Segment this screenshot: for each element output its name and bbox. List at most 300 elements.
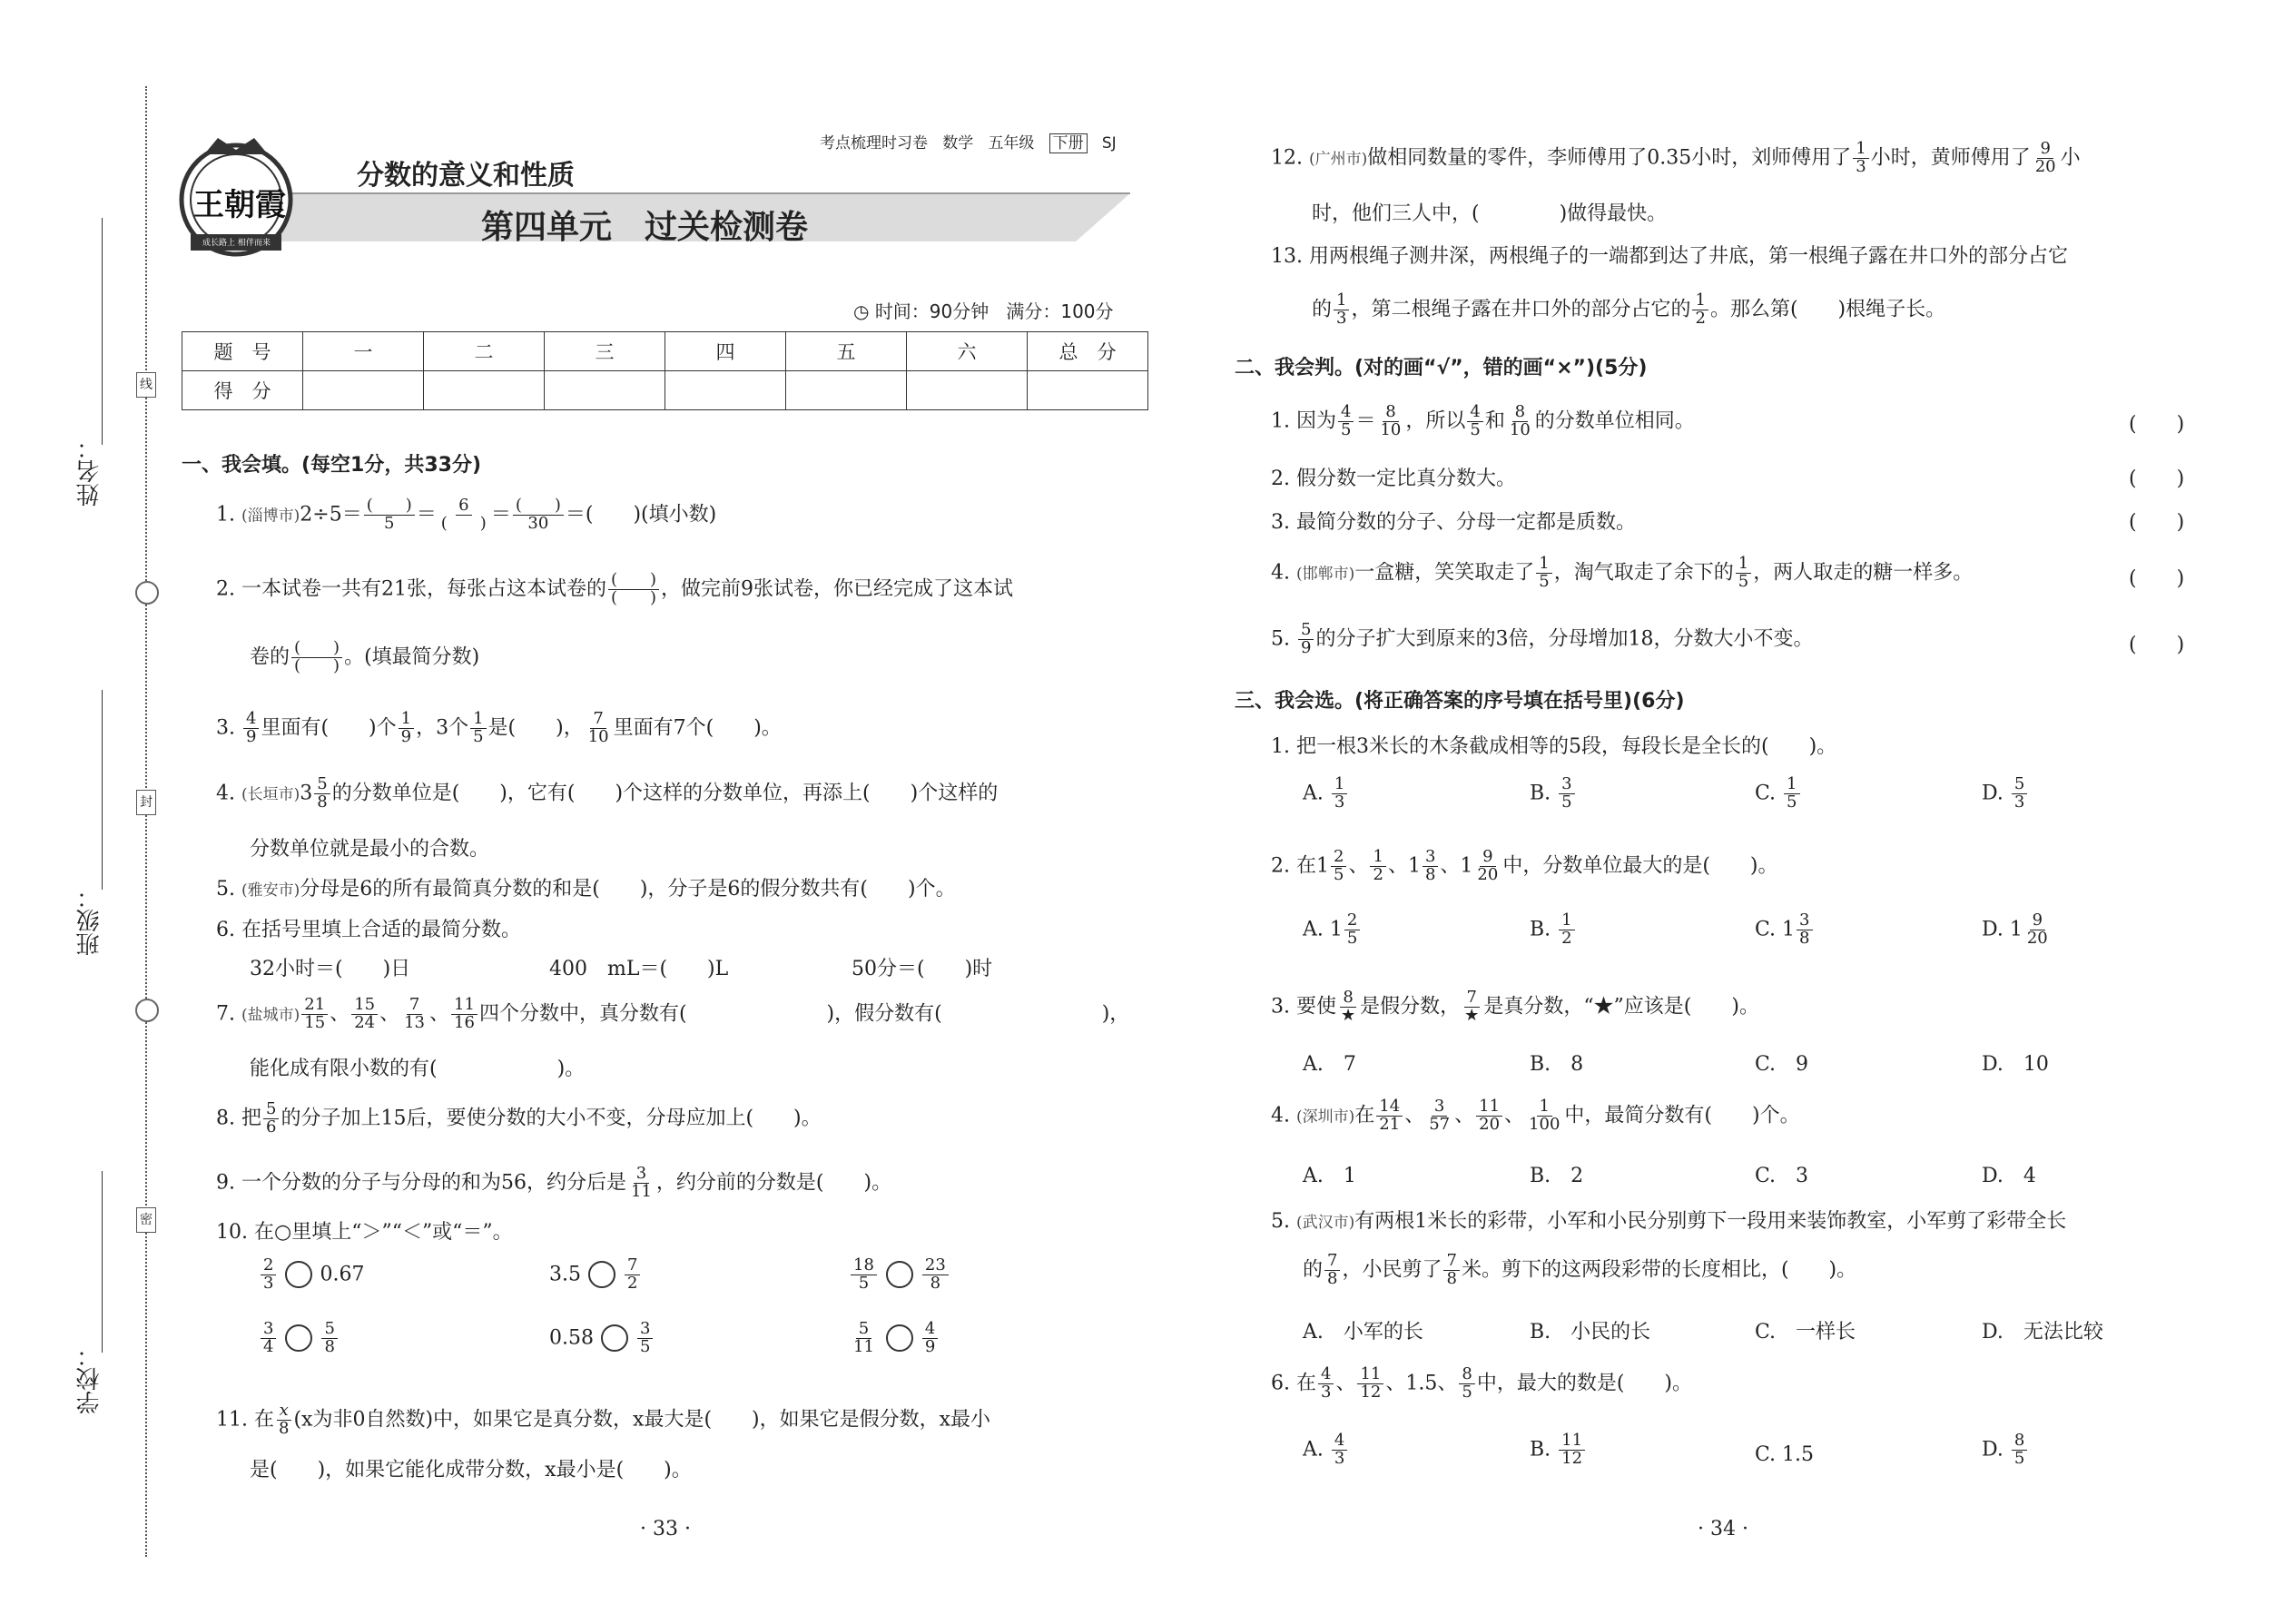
question-text: 在 xyxy=(1296,854,1317,878)
judge-answer-box[interactable]: ( ) xyxy=(2129,634,2185,656)
question-text: 是( )， xyxy=(487,716,584,740)
question-text: 的分数单位相同。 xyxy=(1534,409,1695,433)
denominator: 24 xyxy=(354,1012,376,1032)
question-number: 5. xyxy=(1271,627,1290,651)
judge-answer-box[interactable]: ( ) xyxy=(2129,413,2185,436)
class-label: 班级： xyxy=(76,885,103,956)
region-tag: (深圳市) xyxy=(1296,1107,1355,1127)
numerator: 18 xyxy=(851,1257,877,1275)
choice-question-6: 6. 在 $\frac{4}{3}$ 、 $\frac{11}{12}$ 、1.5、 $\frac{8}{5}$ 中，最大的数是( )。 xyxy=(1271,1364,1693,1402)
question-text: ＝( )(填小数) xyxy=(565,503,717,527)
numerator: 7 xyxy=(625,1257,640,1275)
question-10 xyxy=(216,1216,513,1245)
question-text: 里面有( )个 xyxy=(261,716,397,740)
star-icon: ★ xyxy=(1341,1005,1356,1025)
option-a[interactable] xyxy=(1303,912,1362,948)
table-cell: 总 分 xyxy=(1028,332,1148,371)
choice-question-3 xyxy=(1271,989,1759,1025)
denominator: 9 xyxy=(924,1336,936,1356)
question-number: 11. xyxy=(216,1408,248,1432)
option-label: A. xyxy=(1303,1438,1324,1462)
denominator: 15 xyxy=(304,1012,326,1032)
region-tag: (武汉市) xyxy=(1296,1214,1355,1232)
question-text: 要使 xyxy=(1296,995,1337,1019)
question-number: 5. xyxy=(1271,1210,1290,1233)
denominator: 10 xyxy=(1509,419,1531,439)
choice-question-4: 4. (深圳市)在 $\frac{14}{21}$ 、 $\frac{3}{57}$ 、 $\frac{11}{20}$ 、 $\frac{1}{100}$ 中，最简分数有( )个。 xyxy=(1271,1097,1800,1134)
numerator: 8 xyxy=(1340,989,1355,1008)
answer-blank[interactable]: ( ) xyxy=(294,655,340,675)
numerator: 9 xyxy=(2037,141,2053,159)
full-score: 满分：100分 xyxy=(1006,300,1114,322)
question-number: 3. xyxy=(1271,995,1290,1019)
question-text: ，3个 xyxy=(416,716,469,740)
scissors-icon xyxy=(135,999,159,1022)
numerator: 4 xyxy=(243,711,259,729)
table-cell: 题 号 xyxy=(182,332,303,371)
volume: 下册 xyxy=(1049,133,1088,153)
denominator: 16 xyxy=(454,1012,475,1032)
numerator: 3 xyxy=(261,1321,276,1339)
numerator: 9 xyxy=(1480,849,1495,867)
denominator: 13 xyxy=(404,1012,426,1032)
option-b[interactable] xyxy=(1530,776,1577,812)
question-number: 7. xyxy=(216,1002,235,1026)
comparison-item xyxy=(549,1321,655,1356)
question-number: 4. xyxy=(1271,561,1290,585)
region-tag: (盐城市) xyxy=(241,1006,300,1025)
option-c[interactable] xyxy=(1755,1443,1814,1466)
denominator: 5 xyxy=(1346,928,1358,948)
table-cell: 四 xyxy=(665,332,786,371)
question-text: 把 xyxy=(241,1107,262,1130)
question-text: 。那么第( )根绳子长。 xyxy=(1709,298,1946,321)
score-cell[interactable] xyxy=(424,371,545,410)
numerator: 11 xyxy=(1476,1098,1502,1117)
question-number: 2. xyxy=(1271,854,1290,878)
question-text: 分母是6的所有最简真分数的和是( )，分子是6的假分数共有( )个。 xyxy=(300,878,956,901)
equals: ＝ xyxy=(416,503,437,527)
numerator: 4 xyxy=(1467,404,1482,422)
fraction xyxy=(401,997,428,1032)
option-d[interactable] xyxy=(1982,776,2029,812)
denominator: 2 xyxy=(627,1273,638,1293)
whole-number: 3 xyxy=(300,782,313,805)
question-number: 8. xyxy=(216,1107,235,1130)
numerator: 1 xyxy=(1559,912,1574,930)
option-c[interactable] xyxy=(1755,776,1802,812)
denominator: 6 xyxy=(266,1117,277,1137)
region-tag: (广州市) xyxy=(1309,150,1368,169)
answer-fraction[interactable] xyxy=(291,640,342,675)
question-text: 在 xyxy=(1296,1372,1317,1395)
question-13-cont xyxy=(1312,292,1945,328)
question-text: 小 xyxy=(2060,146,2081,170)
compare-circle[interactable] xyxy=(886,1324,913,1352)
denominator: 3 xyxy=(1856,156,1866,176)
denominator: 20 xyxy=(2034,156,2056,176)
denominator: 5 xyxy=(1462,1382,1472,1402)
region-tag: (淄博市) xyxy=(241,507,300,526)
edition: SJ xyxy=(1101,134,1117,153)
numerator: 15 xyxy=(351,997,378,1015)
question-3 xyxy=(216,711,782,746)
comparison-item xyxy=(259,1321,340,1356)
table-cell: 得 分 xyxy=(182,371,303,410)
denominator: 21 xyxy=(1379,1114,1401,1134)
numerator: 1 xyxy=(1736,556,1751,574)
question-text: ，小民剪了 xyxy=(1342,1258,1442,1282)
numerator: 3 xyxy=(1559,776,1574,794)
option-b[interactable]: B. 8 xyxy=(1530,1053,1584,1076)
comparison-item xyxy=(549,1257,642,1293)
option-b[interactable]: B. 小民的长 xyxy=(1530,1321,1651,1343)
question-text: (x为非0自然数)中，如果它是真分数，x最大是( )，如果它是假分数，x最小 xyxy=(293,1408,991,1432)
score-cell[interactable] xyxy=(545,371,665,410)
numerator: 2 xyxy=(261,1257,276,1275)
denominator: 8 xyxy=(279,1418,290,1438)
question-number: 10. xyxy=(216,1221,248,1244)
judge-answer-box[interactable]: ( ) xyxy=(2129,567,2185,590)
option-a[interactable]: A. 小军的长 xyxy=(1303,1321,1423,1343)
question-text: 中，分数单位最大的是( )。 xyxy=(1502,854,1778,878)
numerator: x xyxy=(277,1403,291,1421)
numerator: 1 xyxy=(1334,292,1349,310)
denominator: 8 xyxy=(1446,1268,1457,1288)
question-text: 中，最简分数有( )个。 xyxy=(1564,1104,1800,1127)
denominator: 8 xyxy=(1424,864,1436,884)
question-text: ，第二根绳子露在井口外的部分占它的 xyxy=(1351,298,1691,321)
option-c[interactable] xyxy=(1755,912,1815,948)
numerator: 3 xyxy=(1423,849,1438,867)
question-text: 2÷5＝ xyxy=(300,503,362,527)
table-cell: 一 xyxy=(303,332,424,371)
school-label: 学校： xyxy=(76,1343,103,1414)
option-label: B. xyxy=(1530,918,1551,941)
option-d[interactable]: D. 无法比较 xyxy=(1982,1321,2103,1343)
denominator: 5 xyxy=(473,726,484,746)
section-title: 三、我会选。(将正确答案的序号填在括号里)(6分) xyxy=(1235,690,1685,713)
numerator: 4 xyxy=(1318,1366,1334,1384)
answer-blank[interactable]: ( ) xyxy=(291,640,342,658)
question-text: 在○里填上“＞”“＜”或“＝”。 xyxy=(254,1221,513,1244)
option-a[interactable] xyxy=(1303,1432,1349,1468)
numerator: 3 xyxy=(637,1321,653,1339)
numerator: 7 xyxy=(1464,989,1480,1008)
section-title: 二、我会判。(对的画“√”，错的画“×”)(5分) xyxy=(1235,357,1648,379)
score-cell[interactable] xyxy=(786,371,907,410)
question-text: ，淘气取走了余下的 xyxy=(1553,561,1734,585)
series-info xyxy=(820,130,1117,153)
option-d[interactable]: D. 4 xyxy=(1982,1165,2036,1187)
numerator: 4 xyxy=(1338,404,1354,422)
table-cell: 五 xyxy=(786,332,907,371)
option-c[interactable]: C. 9 xyxy=(1755,1053,1809,1076)
clock-icon: ◷ xyxy=(853,300,870,322)
option-label: B. xyxy=(1530,1438,1551,1462)
time-limit: 时间：90分钟 xyxy=(874,300,989,322)
denominator: 2 xyxy=(1695,308,1706,328)
numerator: 5 xyxy=(263,1101,279,1119)
numerator: 4 xyxy=(922,1321,938,1339)
question-text: 里面有7个( )。 xyxy=(613,716,782,740)
logo xyxy=(168,127,304,263)
question-9 xyxy=(216,1166,891,1201)
denominator: 11 xyxy=(631,1181,652,1201)
question-text: 最简分数的分子、分母一定都是质数。 xyxy=(1296,511,1637,534)
fraction xyxy=(263,1101,279,1137)
question-6 xyxy=(216,914,521,942)
denominator: 100 xyxy=(1529,1114,1561,1134)
question-text: 的分数单位是( )，它有( )个这样的分数单位，再添上( )个这样的 xyxy=(331,782,999,805)
numerator: 5 xyxy=(2012,776,2027,794)
option-b[interactable] xyxy=(1530,912,1577,948)
numerator: 4 xyxy=(1332,1432,1347,1451)
compare-circle[interactable] xyxy=(285,1324,312,1352)
grade: 五年级 xyxy=(988,134,1035,153)
name-label: 姓名： xyxy=(76,436,103,507)
judge-question-5 xyxy=(1271,622,1813,657)
denominator: 11 xyxy=(853,1336,874,1356)
question-text: 在 xyxy=(1354,1104,1375,1127)
denominator: 8 xyxy=(324,1336,335,1356)
question-text: 用两根绳子测井深，两根绳子的一端都到达了井底，第一根绳子露在井口外的部分占它 xyxy=(1309,245,2069,268)
question-number: 5. xyxy=(216,878,235,901)
score-table xyxy=(182,331,1148,410)
numerator: 9 xyxy=(2030,912,2045,930)
denominator: 5 xyxy=(1341,419,1352,439)
question-1 xyxy=(216,497,716,533)
score-cell[interactable] xyxy=(303,371,424,410)
fraction xyxy=(301,997,328,1032)
section-title: 一、我会填。(每空1分，共33分) xyxy=(182,454,482,477)
class-field[interactable] xyxy=(102,690,103,890)
table-cell: 三 xyxy=(545,332,665,371)
value: 0.67 xyxy=(320,1263,365,1286)
question-text: 把一根3米长的木条截成相等的5段，每段长是全长的( )。 xyxy=(1296,735,1837,758)
question-number: 6. xyxy=(1271,1372,1290,1395)
denominator: 57 xyxy=(1429,1114,1451,1134)
score-table-score-row xyxy=(182,371,1148,410)
page-number-left: · 33 · xyxy=(640,1518,691,1540)
numerator: 7 xyxy=(407,997,422,1015)
score-cell[interactable] xyxy=(907,371,1028,410)
answer-blank[interactable]: ( ) xyxy=(440,513,487,533)
question-text: 因为 xyxy=(1296,409,1337,433)
question-text: ＝ xyxy=(1355,409,1376,433)
fraction xyxy=(399,711,414,746)
option-c[interactable]: C. 3 xyxy=(1755,1165,1809,1187)
numerator: 11 xyxy=(1559,1432,1585,1451)
region-tag: (邯郸市) xyxy=(1296,565,1355,584)
denominator: 5 xyxy=(1738,571,1749,591)
compare-circle[interactable] xyxy=(285,1261,312,1288)
option-b[interactable]: B. 2 xyxy=(1530,1165,1584,1187)
question-text: 400 mL＝( )L xyxy=(549,958,729,980)
comparison-item xyxy=(849,1321,940,1356)
question-text: 。(填最简分数) xyxy=(344,645,480,669)
fraction xyxy=(470,711,486,746)
denominator: 20 xyxy=(2026,928,2048,948)
compare-circle[interactable] xyxy=(601,1324,628,1352)
compare-circle[interactable] xyxy=(588,1261,615,1288)
question-number: 12. xyxy=(1271,146,1303,170)
option-a[interactable] xyxy=(1303,776,1349,812)
denominator: 20 xyxy=(1479,1114,1501,1134)
binding-dotted-line xyxy=(145,86,147,1557)
question-text: 、1.5、 xyxy=(1385,1372,1458,1395)
question-text: 的 xyxy=(1312,298,1333,321)
question-text: ，两人取走的糖一样多。 xyxy=(1753,561,1974,585)
question-number: 4. xyxy=(216,782,235,805)
denominator: 3 xyxy=(2013,792,2025,812)
option-d[interactable] xyxy=(1982,912,2053,948)
numerator: 21 xyxy=(301,997,328,1015)
denominator: 2 xyxy=(1373,864,1383,884)
option-a[interactable]: A. 1 xyxy=(1303,1165,1356,1187)
numerator: 23 xyxy=(922,1257,949,1275)
question-text: ，做完前9张试卷，你已经完成了这本试 xyxy=(661,577,1014,601)
page-title: 第四单元 过关检测卷 xyxy=(481,209,809,246)
question-text: 有两根1米长的彩带，小军和小民分别剪下一段用来装饰教室，小军剪了彩带全长 xyxy=(1354,1210,2067,1233)
whole-number: 1 xyxy=(2009,918,2023,941)
question-text: 米。剪下的这两段彩带的长度相比，( )。 xyxy=(1461,1258,1857,1282)
series-name: 考点梳理时习卷 xyxy=(820,134,928,153)
numerator: 7 xyxy=(1443,1253,1459,1271)
question-text: 的分子扩大到原来的3倍，分母增加18，分数大小不变。 xyxy=(1315,627,1814,651)
question-text: 一盒糖，笑笑取走了 xyxy=(1354,561,1535,585)
fraction xyxy=(351,997,378,1032)
judge-question-2 xyxy=(1271,463,1516,491)
denominator: 12 xyxy=(1360,1382,1382,1402)
denominator: 5 xyxy=(639,1336,651,1356)
question-text: 是假分数， xyxy=(1360,995,1461,1019)
fraction xyxy=(513,497,564,533)
logo-text: 王朝霞 xyxy=(193,187,286,223)
numerator: 1 xyxy=(399,711,414,729)
question-text: 卷的 xyxy=(250,645,290,669)
fraction xyxy=(364,497,415,533)
numerator: 2 xyxy=(1344,912,1360,930)
answer-blank[interactable]: ( ) xyxy=(364,497,415,516)
numerator: 3 xyxy=(634,1166,649,1184)
denominator: 3 xyxy=(1321,1382,1332,1402)
question-2-cont xyxy=(250,640,479,675)
question-text: 假分数一定比真分数大。 xyxy=(1296,468,1517,490)
question-text: 是真分数，“★”应该是( )。 xyxy=(1483,995,1759,1019)
question-11 xyxy=(216,1403,990,1438)
numerator: 1 xyxy=(1536,556,1551,574)
option-label: C. xyxy=(1755,918,1777,941)
option-d[interactable]: D. 10 xyxy=(1982,1053,2049,1076)
denominator: 10 xyxy=(1380,419,1402,439)
denominator: 12 xyxy=(1561,1448,1583,1468)
option-c[interactable]: C. 一样长 xyxy=(1755,1321,1856,1343)
option-b[interactable] xyxy=(1530,1432,1587,1468)
answer-blank[interactable]: ( ) xyxy=(513,497,564,516)
choice-question-5 xyxy=(1271,1206,2066,1234)
denominator: 5 xyxy=(1539,571,1550,591)
denominator: 5 xyxy=(1561,792,1572,812)
numerator: 8 xyxy=(1512,404,1528,422)
option-label: A. xyxy=(1303,782,1324,805)
question-text: 32小时＝( )日 xyxy=(250,958,411,980)
numerator: 5 xyxy=(856,1321,871,1339)
denominator: 8 xyxy=(930,1273,941,1293)
numerator: 1 xyxy=(1784,776,1799,794)
region-tag: (长垣市) xyxy=(241,785,300,804)
option-label: D. xyxy=(1982,782,2004,805)
question-number: 13. xyxy=(1271,245,1303,268)
denominator: 3 xyxy=(1334,1448,1345,1468)
question-text: 50分＝( )时 xyxy=(852,958,993,980)
value: 1.5 xyxy=(1782,1443,1815,1466)
question-number: 9. xyxy=(216,1171,235,1195)
numerator: 11 xyxy=(1357,1366,1383,1384)
name-field[interactable] xyxy=(102,218,103,445)
school-field[interactable] xyxy=(102,1171,103,1353)
choice-question-5-cont xyxy=(1303,1253,1856,1288)
question-number: 2. xyxy=(216,577,235,601)
question-text: 的分子加上15后，要使分数的大小不变，分母应加上( )。 xyxy=(281,1107,822,1130)
answer-blank[interactable]: ( ) xyxy=(608,572,659,590)
whole-number: 1 xyxy=(1782,918,1796,941)
denominator: 5 xyxy=(1787,792,1797,812)
option-label: A. xyxy=(1303,918,1324,941)
star-icon: ★ xyxy=(1464,1005,1480,1025)
denominator: 5 xyxy=(858,1273,870,1293)
question-text: 分数单位就是最小的合数。 xyxy=(250,838,490,861)
page-number-right: · 34 · xyxy=(1698,1518,1748,1540)
denominator: 9 xyxy=(1301,637,1312,657)
denominator: 8 xyxy=(1799,928,1810,948)
denominator: 9 xyxy=(400,726,412,746)
question-12 xyxy=(1271,141,2081,176)
option-a[interactable]: A. 7 xyxy=(1303,1053,1356,1076)
numerator: 2 xyxy=(1331,849,1346,867)
question-text: 和 xyxy=(1484,409,1505,433)
denominator: 20 xyxy=(1477,864,1499,884)
numerator: 6 xyxy=(456,497,471,516)
question-text: ，所以 xyxy=(1405,409,1466,433)
question-4 xyxy=(216,776,998,812)
question-number: 3. xyxy=(1271,511,1290,534)
option-label: D. xyxy=(1982,918,2004,941)
fraction xyxy=(276,1403,291,1438)
question-text: 四个分数中，真分数有( )，假分数有( )， xyxy=(478,1002,1130,1026)
score-cell[interactable] xyxy=(665,371,786,410)
judge-answer-box[interactable]: ( ) xyxy=(2129,468,2185,490)
judge-answer-box[interactable]: ( ) xyxy=(2129,511,2185,534)
answer-blank[interactable]: ( ) xyxy=(611,587,657,607)
option-d[interactable] xyxy=(1982,1432,2029,1468)
answer-fraction[interactable] xyxy=(608,572,659,607)
comparison-item xyxy=(849,1257,950,1293)
numerator: 3 xyxy=(1432,1098,1447,1117)
numerator: 8 xyxy=(1459,1366,1474,1384)
question-text: 是( )，如果它能化成带分数，x最小是( )。 xyxy=(250,1459,692,1481)
score-cell[interactable] xyxy=(1028,371,1148,410)
whole-number: 1 xyxy=(1316,854,1330,878)
numerator: 11 xyxy=(451,997,478,1015)
numerator: 5 xyxy=(314,776,330,794)
numerator: 7 xyxy=(590,711,605,729)
judge-question-3 xyxy=(1271,507,1636,535)
choice-question-1 xyxy=(1271,731,1836,759)
compare-circle[interactable] xyxy=(886,1261,913,1288)
denominator: 5 xyxy=(2013,1448,2025,1468)
question-text: 做相同数量的零件，李师傅用了0.35小时，刘师傅用了 xyxy=(1367,146,1852,170)
